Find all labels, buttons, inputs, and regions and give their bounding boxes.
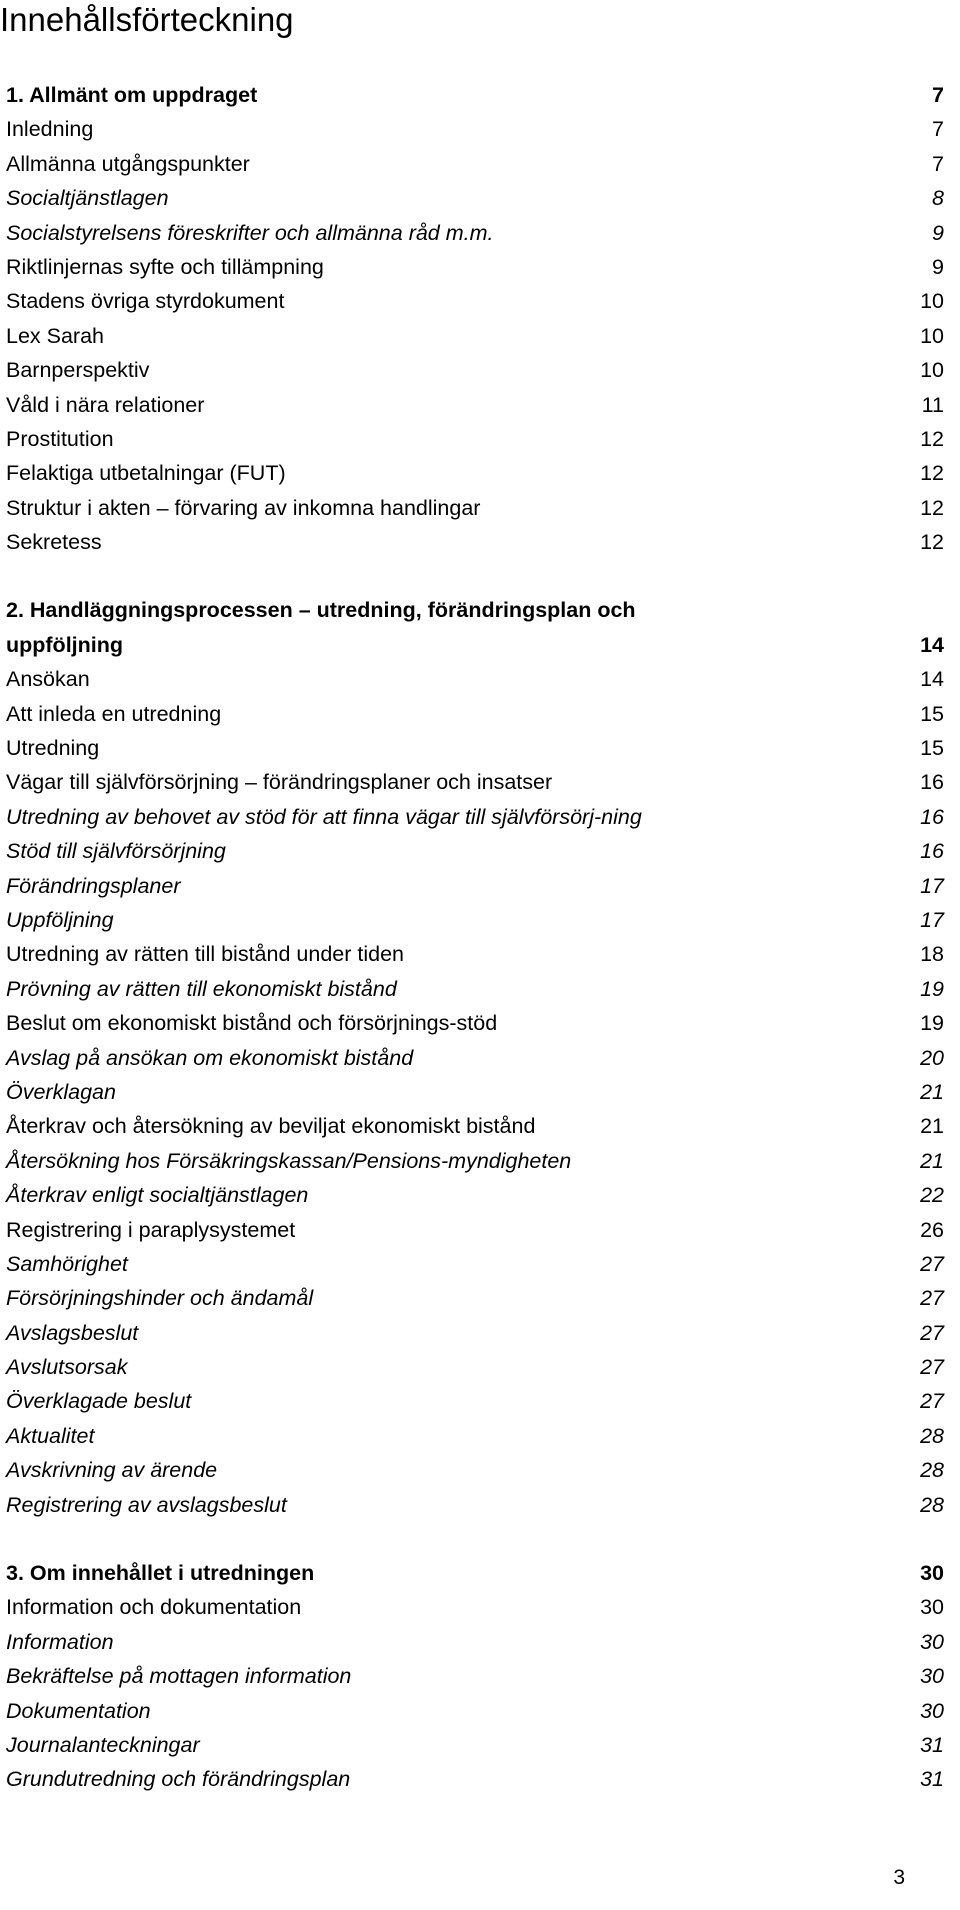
toc-entry[interactable] (6, 1109, 944, 1143)
toc-heading-page: 14 (920, 632, 944, 657)
toc-entry-page: 31 (920, 1732, 944, 1757)
toc-entry[interactable] (6, 662, 944, 696)
toc-entry-page: 27 (920, 1286, 944, 1311)
toc-entry[interactable] (6, 1041, 944, 1075)
toc-entry-page: 28 (920, 1492, 944, 1517)
toc-entry-page: 7 (932, 151, 944, 176)
toc-entry-label: Vägar till självförsörjning – förändringsplaner och insatser (6, 770, 553, 795)
toc-entry-label: Sekretess (6, 530, 102, 555)
toc-entry[interactable] (6, 1488, 944, 1522)
toc-entry-label: Förändringsplaner (6, 873, 181, 898)
toc-entry-page: 30 (920, 1664, 944, 1689)
toc-entry[interactable] (6, 181, 944, 215)
toc-entry-page: 16 (920, 804, 944, 829)
toc-entry-label: Avslagsbeslut (6, 1320, 139, 1345)
toc-entry-label: Bekräftelse på mottagen information (6, 1664, 352, 1689)
toc-entry-page: 20 (920, 1045, 944, 1070)
toc-entry-label: Registrering i paraplysystemet (6, 1217, 296, 1242)
toc-entry[interactable] (6, 525, 944, 559)
toc-entry-page: 12 (920, 426, 944, 451)
toc-entry-page: 11 (921, 392, 944, 417)
toc-entry[interactable] (6, 250, 944, 284)
toc-entry-label: Uppföljning (6, 907, 114, 932)
toc-entry[interactable] (6, 1316, 944, 1350)
toc-entry-page: 10 (920, 289, 944, 314)
toc-heading-page: 30 (920, 1561, 944, 1586)
toc-entry[interactable] (6, 422, 944, 456)
toc-entry-page: 7 (932, 117, 944, 142)
toc-entry[interactable] (6, 1453, 944, 1487)
toc-entry-label: Inledning (6, 117, 94, 142)
toc-entry[interactable] (6, 491, 944, 525)
toc-entry[interactable] (6, 1625, 944, 1659)
toc-entry[interactable] (6, 216, 944, 250)
toc-heading-label: 3. Om innehållet i utredningen (6, 1561, 315, 1586)
toc-heading-page: 7 (932, 83, 944, 107)
toc-entry-page: 30 (920, 1698, 944, 1723)
toc-entry-label: Prostitution (6, 426, 114, 451)
toc-entry-label: Utredning av rätten till bistånd under tiden (6, 942, 404, 967)
toc-entry[interactable] (6, 1006, 944, 1040)
toc-entry-page: 18 (920, 942, 944, 967)
toc-entry-label: Beslut om ekonomiskt bistånd och försörjnings-stöd (6, 1011, 498, 1036)
toc-entry[interactable] (6, 1728, 944, 1762)
toc-entry-page: 27 (920, 1389, 944, 1414)
toc-entry-page: 15 (920, 736, 944, 761)
toc-entry-label: Utredning (6, 736, 100, 761)
toc-entry-label: Att inleda en utredning (6, 701, 222, 726)
table-of-contents (6, 78, 944, 1797)
toc-entry-label: Försörjningshinder och ändamål (6, 1286, 314, 1311)
toc-entry-page: 27 (920, 1251, 944, 1276)
toc-section-3-entries (6, 1590, 944, 1796)
toc-entry[interactable] (6, 284, 944, 318)
toc-heading-1[interactable] (6, 78, 944, 112)
toc-entry-page: 30 (920, 1595, 944, 1620)
toc-entry[interactable] (6, 765, 944, 799)
toc-entry-page: 28 (920, 1423, 944, 1448)
toc-entry-page: 22 (920, 1183, 944, 1208)
toc-entry-page: 31 (920, 1767, 944, 1792)
toc-entry-label: Avslutsorsak (6, 1355, 128, 1380)
toc-entry-label: Riktlinjernas syfte och tillämpning (6, 254, 324, 279)
toc-entry-page: 19 (920, 1011, 944, 1036)
toc-entry-label: Socialtjänstlagen (6, 186, 169, 211)
toc-entry-page: 17 (920, 907, 944, 932)
toc-entry-page: 10 (920, 358, 944, 383)
toc-entry-page: 12 (920, 530, 944, 555)
toc-entry[interactable] (6, 1075, 944, 1109)
toc-entry-label: Aktualitet (6, 1423, 95, 1448)
page-title: Innehållsförteckning (0, 1, 294, 38)
toc-entry-page: 28 (920, 1458, 944, 1483)
toc-entry-page: 19 (920, 976, 944, 1001)
toc-entry-page: 14 (920, 667, 944, 692)
toc-entry-label: Våld i nära relationer (6, 392, 205, 417)
toc-entry-page: 21 (920, 1114, 944, 1139)
toc-entry-page: 10 (920, 323, 944, 348)
toc-entry-label: Grundutredning och förändringsplan (6, 1767, 351, 1792)
toc-entry[interactable] (6, 1762, 944, 1796)
toc-entry[interactable] (6, 1659, 944, 1693)
toc-entry-label: Utredning av behovet av stöd för att finna vägar till självförsörj-ning (6, 804, 642, 829)
toc-entry-label: Journalanteckningar (6, 1732, 200, 1757)
toc-entry-page: 17 (920, 873, 944, 898)
toc-entry[interactable] (6, 697, 944, 731)
toc-entry[interactable] (6, 1419, 944, 1453)
toc-entry-label: Dokumentation (6, 1698, 151, 1723)
toc-entry[interactable] (6, 834, 944, 868)
toc-entry-page: 27 (920, 1320, 944, 1345)
toc-entry[interactable] (6, 1350, 944, 1384)
toc-entry-label: Avslag på ansökan om ekonomiskt bistånd (6, 1045, 414, 1070)
toc-entry-label: Lex Sarah (6, 323, 105, 348)
toc-entry-page: 9 (932, 254, 944, 279)
toc-entry-label: Återkrav och återsökning av beviljat ekonomiskt bistånd (6, 1114, 536, 1139)
toc-entry-page: 21 (920, 1148, 944, 1173)
toc-heading-label: 1. Allmänt om uppdraget (6, 83, 258, 107)
toc-entry[interactable] (6, 1384, 944, 1418)
toc-entry-page: 9 (932, 220, 944, 245)
toc-entry-page: 26 (920, 1217, 944, 1242)
toc-entry[interactable] (6, 456, 944, 490)
toc-entry-label: Ansökan (6, 667, 90, 692)
toc-entry-label: Återsökning hos Försäkringskassan/Pensions-myndigheten (6, 1148, 572, 1173)
toc-entry-page: 12 (920, 495, 944, 520)
toc-entry-page: 15 (920, 701, 944, 726)
toc-entry[interactable] (6, 903, 944, 937)
toc-entry-label: Prövning av rätten till ekonomiskt bistånd (6, 976, 397, 1001)
toc-entry[interactable] (6, 353, 944, 387)
toc-entry[interactable] (6, 147, 944, 181)
toc-entry[interactable] (6, 1213, 944, 1247)
toc-entry-label: Överklagade beslut (6, 1389, 192, 1414)
toc-entry-page: 16 (920, 770, 944, 795)
toc-entry[interactable] (6, 319, 944, 353)
toc-entry-label: Samhörighet (6, 1251, 128, 1276)
toc-entry[interactable] (6, 1590, 944, 1624)
toc-section-1-entries (6, 112, 944, 559)
toc-entry-page: 16 (920, 839, 944, 864)
section-spacer (6, 1522, 944, 1556)
toc-heading-line2 (6, 628, 944, 662)
toc-entry-label: Avskrivning av ärende (6, 1458, 218, 1483)
toc-entry-page: 12 (920, 461, 944, 486)
toc-entry[interactable] (6, 1144, 944, 1178)
toc-entry-label: Stadens övriga styrdokument (6, 289, 285, 314)
page-number: 3 (893, 1866, 905, 1889)
toc-entry-page: 21 (920, 1079, 944, 1104)
toc-entry[interactable] (6, 869, 944, 903)
toc-entry-page: 27 (920, 1355, 944, 1380)
toc-entry[interactable] (6, 388, 944, 422)
toc-entry-page: 30 (920, 1629, 944, 1654)
toc-entry-page: 8 (932, 186, 944, 211)
toc-entry[interactable] (6, 800, 944, 834)
toc-entry-label: Information (6, 1629, 114, 1654)
toc-entry-label: Struktur i akten – förvaring av inkomna handlingar (6, 495, 481, 520)
toc-entry-label: Stöd till självförsörjning (6, 839, 226, 864)
toc-entry[interactable] (6, 1281, 944, 1315)
toc-heading-label-line2: uppföljning (6, 632, 124, 657)
toc-entry[interactable] (6, 731, 944, 765)
toc-entry-label: Barnperspektiv (6, 358, 150, 383)
toc-entry[interactable] (6, 112, 944, 146)
toc-section-2-entries (6, 662, 944, 1522)
section-spacer (6, 559, 944, 593)
toc-entry[interactable] (6, 1178, 944, 1212)
toc-heading-2[interactable] (6, 593, 944, 662)
toc-entry-label: Återkrav enligt socialtjänstlagen (6, 1183, 309, 1208)
toc-entry[interactable] (6, 1694, 944, 1728)
toc-entry-label: Överklagan (6, 1079, 116, 1104)
toc-entry[interactable] (6, 972, 944, 1006)
toc-entry-label: Registrering av avslagsbeslut (6, 1492, 287, 1517)
toc-entry-label: Socialstyrelsens föreskrifter och allmänna råd m.m. (6, 220, 494, 245)
toc-entry-label: Allmänna utgångspunkter (6, 151, 250, 176)
toc-entry[interactable] (6, 1247, 944, 1281)
toc-heading-label-line1: 2. Handläggningsprocessen – utredning, förändringsplan och (6, 598, 636, 623)
toc-heading-3[interactable] (6, 1556, 944, 1590)
toc-entry[interactable] (6, 937, 944, 971)
toc-entry-label: Information och dokumentation (6, 1595, 302, 1620)
toc-entry-label: Felaktiga utbetalningar (FUT) (6, 461, 286, 486)
